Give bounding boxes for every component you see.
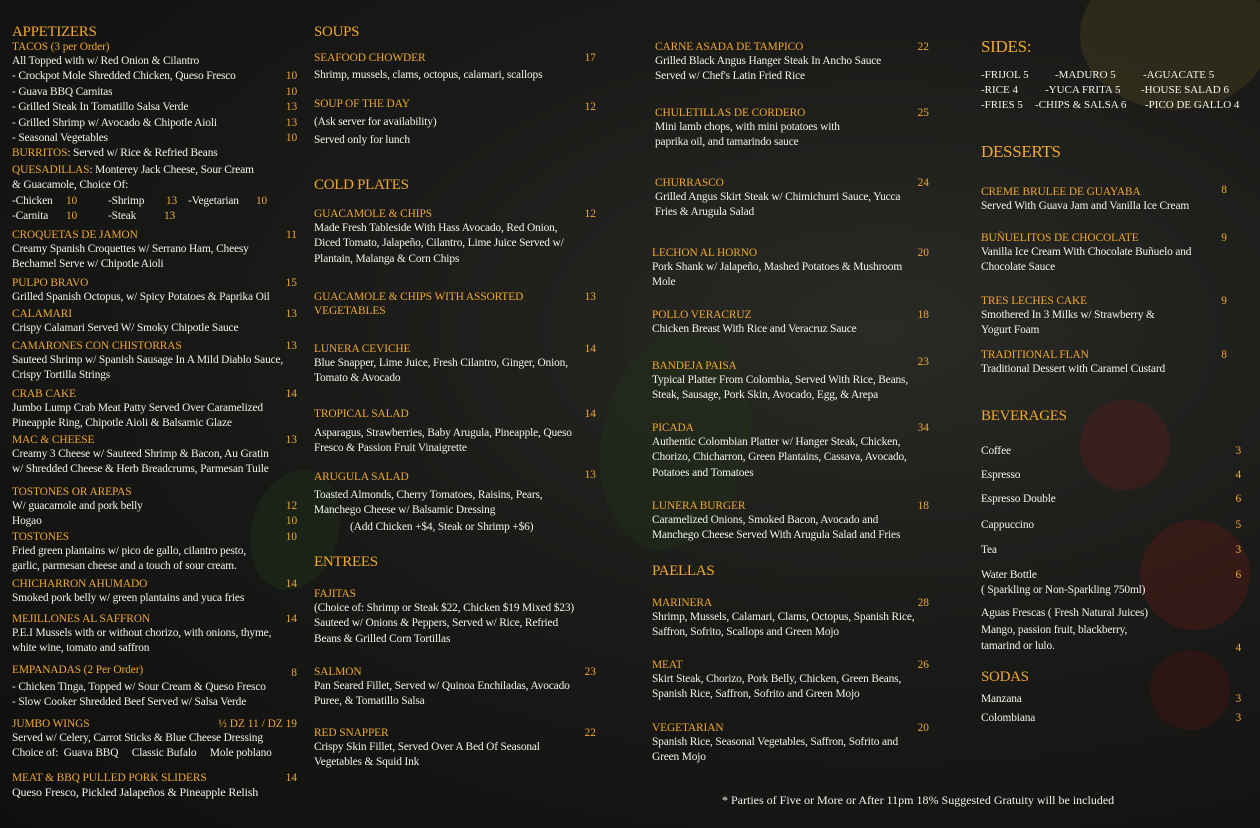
taco-option: - Seasonal Vegetables 10 — [12, 132, 297, 145]
menu-item: MEJILLONES AL SAFFRON 14 P.E.I Mussels with or without chorizo, with onions, thyme, white wine, tomato and saffron — [12, 613, 297, 655]
menu-item-tostones-arepas: TOSTONES OR AREPAS W/ guacamole and pork belly 12 Hogao 10 — [12, 486, 297, 528]
menu-item: BUÑUELITOS DE CHOCOLATE 9 Vanilla Ice Cream With Chocolate Buñuelo and Chocolate Sauce — [981, 232, 1227, 274]
menu-item: RED SNAPPER 22 Crispy Skin Fillet, Served Over A Bed Of Seasonal Vegetables & Squid Ink — [314, 727, 596, 769]
sides-heading: SIDES: — [981, 37, 1032, 56]
menu-item: MAC & CHEESE 13 Creamy 3 Cheese w/ Sauteed Shrimp & Bacon, Au Gratin w/ Shredded Cheese & Herb Breadcrums, Parmesan Tuile — [12, 434, 297, 476]
menu-item-burritos: BURRITOS: Served w/ Rice & Refried Beans — [12, 147, 218, 159]
menu-item: TRADITIONAL FLAN 8 Traditional Dessert with Caramel Custard — [981, 349, 1227, 375]
appetizers-heading: APPETIZERS — [12, 24, 97, 40]
menu-item: TRES LECHES CAKE 9 Smothered In 3 Milks w/ Strawberry & Yogurt Foam — [981, 295, 1227, 337]
menu-item: VEGETARIAN 20 Spanish Rice, Seasonal Vegetables, Saffron, Sofrito and Green Mojo — [652, 722, 929, 764]
menu-item: CALAMARI 13 Crispy Calamari Served W/ Smoky Chipotle Sauce — [12, 308, 297, 334]
desserts-heading: DESSERTS — [981, 142, 1061, 161]
menu-item: CHURRASCO 24 Grilled Angus Skirt Steak w/ Chimichurri Sauce, Yucca Fries & Arugula Salad — [655, 177, 929, 219]
menu-item: PICADA 34 Authentic Colombian Platter w/ Hanger Steak, Chicken, Chorizo, Chicharron, Green Plantains, Cassava, Avocado, Potatoes and Tomatoes — [652, 422, 929, 479]
menu-item: CROQUETAS DE JAMON 11 Creamy Spanish Croquettes w/ Serrano Ham, Cheesy Bechamel Serve w/ Chipotle Aioli — [12, 229, 297, 271]
menu-item: MEAT 26 Skirt Steak, Chorizo, Pork Belly, Chicken, Green Beans, Spanish Rice, Saffron, Sofrito and Green Mojo — [652, 659, 929, 701]
entrees-heading: ENTREES — [314, 554, 378, 570]
beverage-item: Water Bottle 6 ( Sparkling or Non-Sparkling 750ml) — [981, 569, 1241, 597]
sodas-heading: SODAS — [981, 669, 1029, 685]
soda-item: Manzana 3 — [981, 693, 1241, 705]
menu-item: SALMON 23 Pan Seared Fillet, Served w/ Quinoa Enchiladas, Avocado Puree, & Tomatillo Salsa — [314, 666, 596, 708]
sides-list — [981, 68, 1249, 113]
beverages-heading: BEVERAGES — [981, 408, 1067, 424]
beverage-item: Coffee 3 — [981, 445, 1241, 457]
menu-item: CAMARONES CON CHISTORRAS 13 Sauteed Shrimp w/ Spanish Sausage In A Mild Diablo Sauce, Crispy Tortilla Strings — [12, 340, 297, 382]
menu-item-empanadas: EMPANADAS (2 Per Order) 8 - Chicken Tinga, Topped w/ Sour Cream & Queso Fresco - Slow Cooker Shredded Beef Served w/ Salsa Verde — [12, 664, 297, 709]
menu-item: FAJITAS (Choice of: Shrimp or Steak $22, Chicken $19 Mixed $23) Sauteed w/ Onions & Peppers, Served w/ Rice, Refried Beans & Grilled Corn Tortillas — [314, 588, 575, 645]
menu-item: LUNERA BURGER 18 Caramelized Onions, Smoked Bacon, Avocado and Manchego Cheese Served With Arugula Salad and Fries — [652, 500, 929, 542]
menu-item: MARINERA 28 Shrimp, Mussels, Calamari, Clams, Octopus, Spanish Rice, Saffron, Sofrito, Scallops and Green Mojo — [652, 597, 929, 639]
gratuity-note: * Parties of Five or More or After 11pm 18% Suggested Gratuity will be included — [722, 793, 1115, 807]
menu-item-quesadillas: QUESADILLAS: Monterey Jack Cheese, Sour Cream & Guacamole, Choice Of: -Chicken 10 -Shrimp 13 -Vegetarian 10 -Carnita 10 -Steak 13 — [12, 164, 268, 222]
menu-item-tacos: TACOS (3 per Order) All Topped with w/ Red Onion & Cilantro - Crockpot Mole Shredded Chicken, Queso Fresco 10 - Guava BBQ Carnitas 10 - Grilled Steak In Tomatillo Salsa Verde 13 - Grilled Shrimp w/ Avocado & Chipotle Aioli 13 - Seasonal Vegetables 10 — [12, 40, 297, 146]
menu-item: CREME BRULEE DE GUAYABA 8 Served With Guava Jam and Vanilla Ice Cream — [981, 184, 1227, 212]
menu-item: PULPO BRAVO 15 Grilled Spanish Octopus, w/ Spicy Potatoes & Paprika Oil — [12, 277, 297, 303]
menu-item: GUACAMOLE & CHIPS WITH ASSORTED 13 VEGETABLES — [314, 291, 596, 317]
sides-row: -FRIES 5 -CHIPS & SALSA 6 -PICO DE GALLO 4 — [981, 99, 1240, 111]
taco-option: - Crockpot Mole Shredded Chicken, Queso Fresco 10 — [12, 70, 297, 83]
menu-item: GUACAMOLE & CHIPS 12 Made Fresh Tableside With Hass Avocado, Red Onion, Diced Tomato, Jalapeño, Cilantro, Lime Juice Served w/ Plantain, Malanga & Corn Chips — [314, 208, 596, 265]
cold-plates-heading: COLD PLATES — [314, 177, 409, 193]
taco-option: - Grilled Shrimp w/ Avocado & Chipotle Aioli 13 — [12, 116, 297, 129]
add-protein-note: (Add Chicken +$4, Steak or Shrimp +$6) — [350, 521, 534, 533]
menu-item: CARNE ASADA DE TAMPICO 22 Grilled Black Angus Hanger Steak In Ancho Sauce Served w/ Chef's Latin Fried Rice — [655, 41, 929, 83]
soda-item: Colombiana 3 — [981, 712, 1241, 724]
menu-item: CHULETILLAS DE CORDERO 25 Mini lamb chops, with mini potatoes with paprika oil, and tamarindo sauce — [655, 107, 929, 149]
menu-item: TROPICAL SALAD 14 Asparagus, Strawberries, Baby Arugula, Pineapple, Queso Fresco & Passion Fruit Vinaigrette — [314, 408, 596, 455]
menu-item: LECHON AL HORNO 20 Pork Shank w/ Jalapeño, Mashed Potatoes & Mushroom Mole — [652, 247, 929, 289]
menu-item: ARUGULA SALAD 13 Toasted Almonds, Cherry Tomatoes, Raisins, Pears, Manchego Cheese w/ Balsamic Dressing — [314, 469, 596, 517]
menu-item-jumbo-wings: JUMBO WINGS ½ DZ 11 / DZ 19 Served w/ Celery, Carrot Sticks & Blue Cheese Dressing Choice of: Guava BBQ Classic Bufalo Mole poblano — [12, 718, 297, 760]
menu-item: LUNERA CEVICHE 14 Blue Snapper, Lime Juice, Fresh Cilantro, Ginger, Onion, Tomato & Avocado — [314, 343, 596, 385]
menu-item: POLLO VERACRUZ 18 Chicken Breast With Rice and Veracruz Sauce — [652, 309, 929, 335]
menu-item: TOSTONES 10 Fried green plantains w/ pico de gallo, cilantro pesto, garlic, parmesan cheese and a touch of sour cream. — [12, 531, 297, 573]
beverage-item-aguas-frescas: Aguas Frescas ( Fresh Natural Juices) Mango, passion fruit, blackberry, tamarind or lulo. 4 — [981, 607, 1241, 654]
beverage-item: Cappuccino 5 — [981, 519, 1241, 531]
sides-row: -FRIJOL 5 -MADURO 5 -AGUACATE 5 — [981, 69, 1215, 81]
beverage-item: Tea 3 — [981, 544, 1241, 556]
menu-item: SEAFOOD CHOWDER 17 Shrimp, mussels, clams, octopus, calamari, scallops — [314, 52, 596, 81]
menu-item: CHICHARRON AHUMADO 14 Smoked pork belly w/ green plantains and yuca fries — [12, 578, 297, 604]
menu-item: SOUP OF THE DAY 12 (Ask server for availability) Served only for lunch — [314, 98, 596, 147]
beverage-item: Espresso Double 6 — [981, 493, 1241, 505]
sides-row: -RICE 4 -YUCA FRITA 5 -HOUSE SALAD 6 — [981, 84, 1229, 96]
menu-item-sliders: MEAT & BBQ PULLED PORK SLIDERS 14 Queso Fresco, Pickled Jalapeños & Pineapple Relish — [12, 772, 297, 799]
paellas-heading: PAELLAS — [652, 563, 715, 579]
taco-option: - Guava BBQ Carnitas 10 — [12, 85, 297, 98]
taco-option: - Grilled Steak In Tomatillo Salsa Verde 13 — [12, 101, 297, 114]
menu-item: BANDEJA PAISA 23 Typical Platter From Colombia, Served With Rice, Beans, Steak, Sausage, Pork Skin, Avocado, Egg, & Arepa — [652, 356, 929, 402]
soups-heading: SOUPS — [314, 24, 360, 40]
beverage-item: Espresso 4 — [981, 469, 1241, 481]
menu-item: CRAB CAKE 14 Jumbo Lump Crab Meat Patty Served Over Caramelized Pineapple Ring, Chipotle Aioli & Balsamic Glaze — [12, 388, 297, 430]
